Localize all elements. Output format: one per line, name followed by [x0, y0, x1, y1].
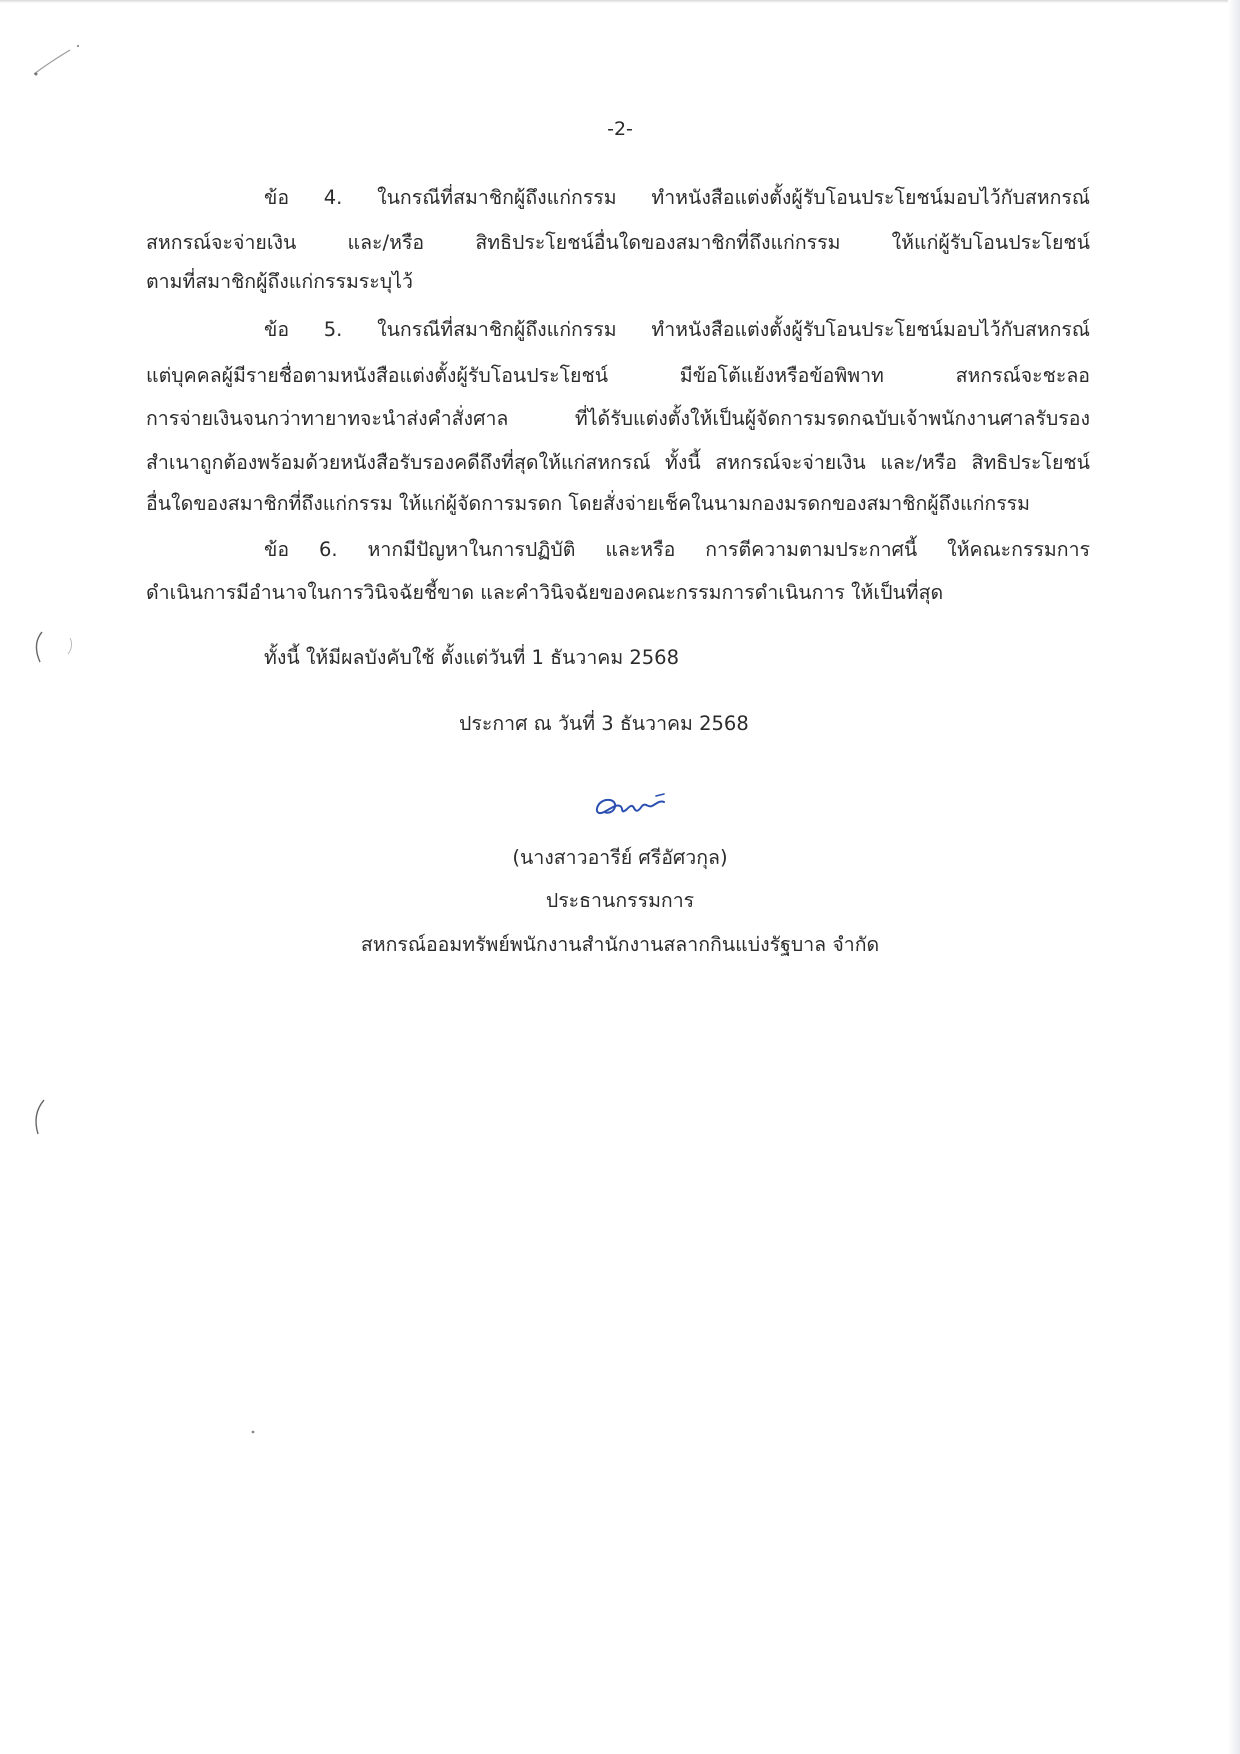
- signature-image: [590, 790, 680, 826]
- scan-speck: [250, 1428, 256, 1436]
- clause-4-line-1: ข้อ 4. ในกรณีที่สมาชิกผู้ถึงแก่กรรม ทำหนังสือแต่งตั้งผู้รับโอนประโยชน์มอบไว้กับสหกรณ์: [264, 186, 1090, 209]
- scan-mark-top-left: [30, 40, 90, 80]
- punch-hole-mark-lower: [28, 1096, 58, 1140]
- clause-6-line-1: ข้อ 6. หากมีปัญหาในการปฏิบัติ และหรือ การตีความตามประกาศนี้ ให้คณะกรรมการ: [264, 538, 1090, 561]
- clause-4-line-3: ตามที่สมาชิกผู้ถึงแก่กรรมระบุไว้: [146, 270, 413, 293]
- clause-5-line-5: อื่นใดของสมาชิกที่ถึงแก่กรรม ให้แก่ผู้จัดการมรดก โดยสั่งจ่ายเช็คในนามกองมรดกของสมาชิกผู้ถึงแก่กรรม: [146, 492, 1030, 515]
- page-number: -2-: [607, 118, 633, 140]
- effective-date: ทั้งนี้ ให้มีผลบังคับใช้ ตั้งแต่วันที่ 1 ธันวาคม 2568: [264, 646, 679, 669]
- scan-top-edge: [0, 0, 1240, 3]
- signatory-position: ประธานกรรมการ: [545, 889, 695, 912]
- clause-5-line-2: แต่บุคคลผู้มีรายชื่อตามหนังสือแต่งตั้งผู้รับโอนประโยชน์ มีข้อโต้แย้งหรือข้อพิพาท สหกรณ์จะชะลอ: [146, 364, 1090, 387]
- announcement-date: ประกาศ ณ วันที่ 3 ธันวาคม 2568: [459, 712, 749, 735]
- clause-5-line-4: สำเนาถูกต้องพร้อมด้วยหนังสือรับรองคดีถึงที่สุดให้แก่สหกรณ์ ทั้งนี้ สหกรณ์จะจ่ายเงิน และ/หรือ สิทธิประโยชน์: [146, 451, 1090, 474]
- clause-5-line-1: ข้อ 5. ในกรณีที่สมาชิกผู้ถึงแก่กรรม ทำหนังสือแต่งตั้งผู้รับโอนประโยชน์มอบไว้กับสหกรณ์: [264, 318, 1090, 341]
- signatory-name: (นางสาวอารีย์ ศรีอัศวกุล): [512, 846, 728, 869]
- clause-5-line-3: การจ่ายเงินจนกว่าทายาทจะนำส่งคำสั่งศาล ที่ได้รับแต่งตั้งให้เป็นผู้จัดการมรดกฉบับเจ้าพนักงานศาลรับรอง: [146, 407, 1090, 430]
- signatory-organization: สหกรณ์ออมทรัพย์พนักงานสำนักงานสลากกินแบ่งรัฐบาล จำกัด: [360, 933, 880, 956]
- clause-4-line-2: สหกรณ์จะจ่ายเงิน และ/หรือ สิทธิประโยชน์อื่นใดของสมาชิกที่ถึงแก่กรรม ให้แก่ผู้รับโอนประโยชน์: [146, 231, 1090, 254]
- scan-right-edge: [1228, 0, 1240, 1754]
- punch-hole-mark-upper: [28, 628, 78, 668]
- clause-6-line-2: ดำเนินการมีอำนาจในการวินิจฉัยชี้ขาด และคำวินิจฉัยของคณะกรรมการดำเนินการ ให้เป็นที่สุด: [146, 581, 944, 604]
